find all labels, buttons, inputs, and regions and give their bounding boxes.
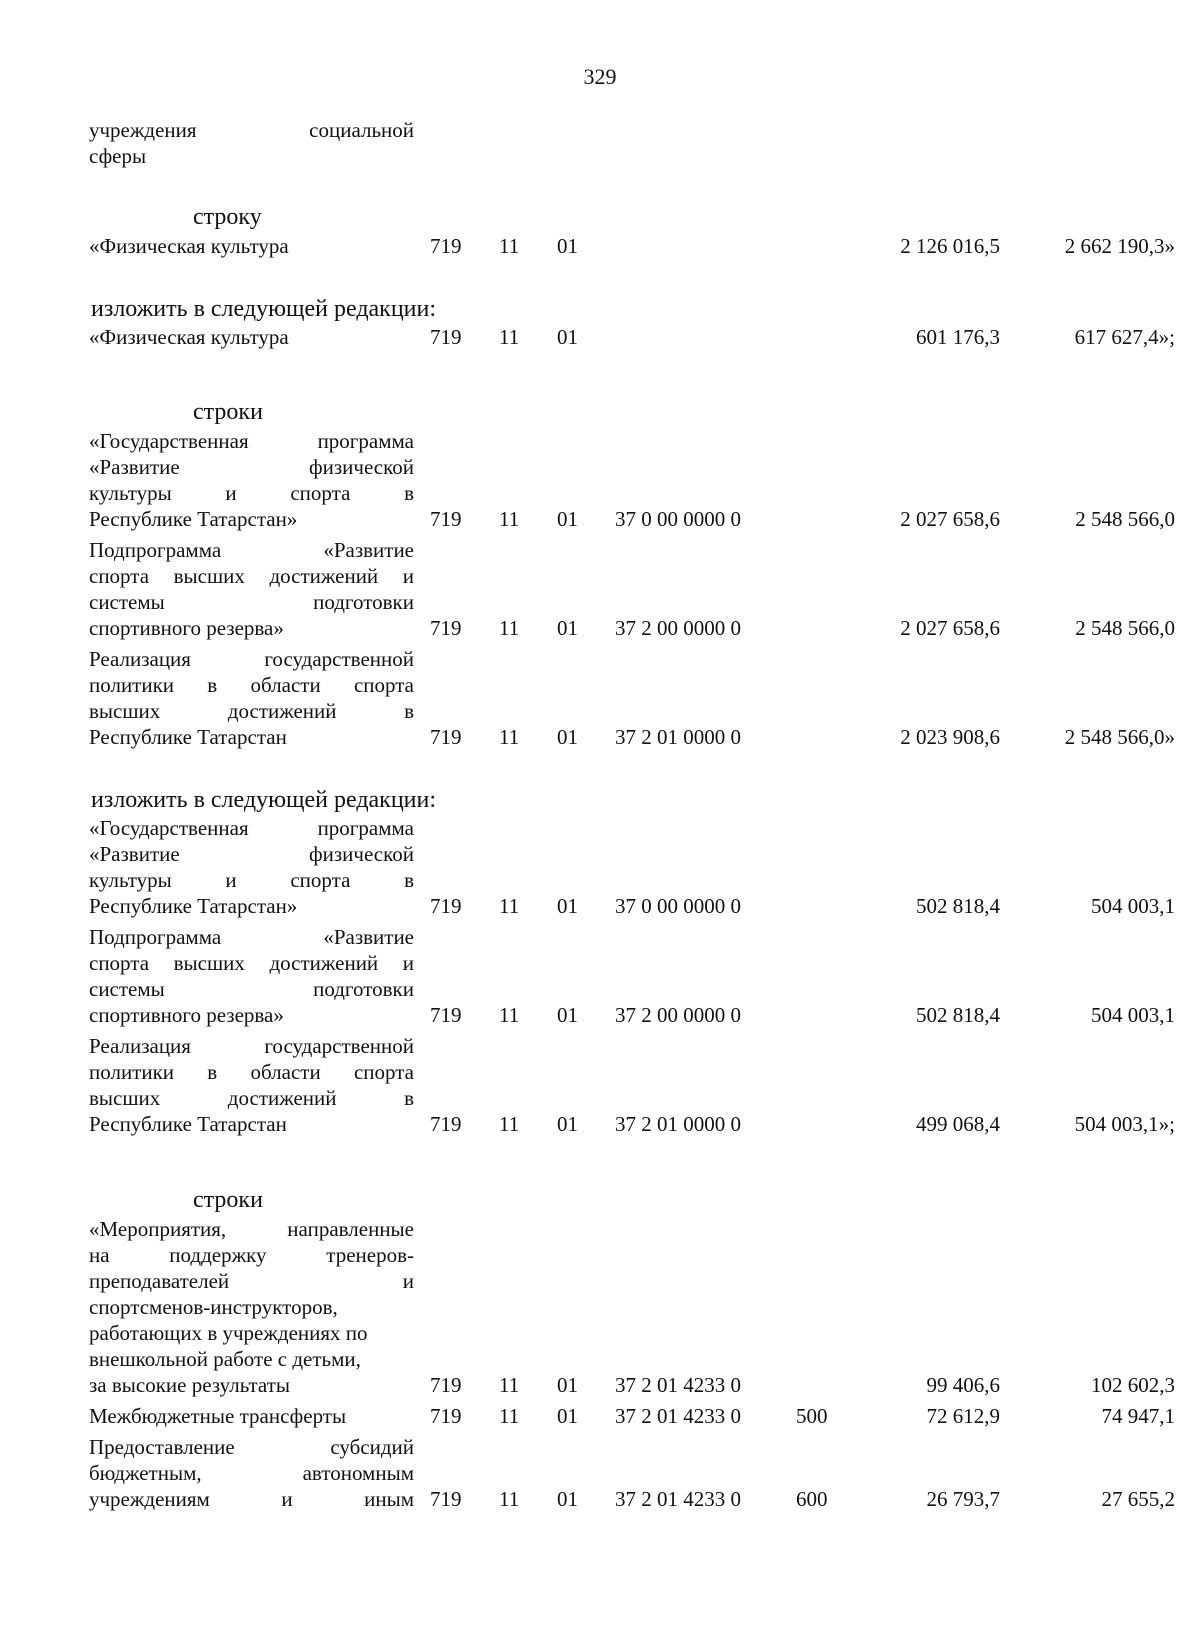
- row-name-line: спортивного резерва»: [89, 616, 284, 640]
- row-name-line: спорта высших достижений и: [89, 564, 414, 588]
- cell-year2: 2 548 566,0: [1075, 616, 1175, 640]
- cell-year2: 617 627,4»;: [1074, 325, 1175, 349]
- table-row: [0, 893, 1200, 919]
- table-row: [0, 615, 1200, 641]
- row-name-line: Республике Татарстан»: [89, 507, 298, 531]
- cell-adm: 719: [430, 725, 462, 749]
- cell-year2: 27 655,2: [1101, 1487, 1175, 1511]
- cell-year2: 74 947,1: [1101, 1404, 1175, 1428]
- row-name-line: политики в области спорта: [89, 673, 414, 697]
- cell-year1: 502 818,4: [916, 894, 1000, 918]
- row-name-line: Реализация государственной: [89, 647, 414, 671]
- row-name-line: внешкольной работе с детьми,: [89, 1347, 361, 1371]
- row-name-line: «Мероприятия, направленные: [89, 1217, 414, 1241]
- cell-adm: 719: [430, 894, 462, 918]
- row-name-line: работающих в учреждениях по: [89, 1321, 368, 1345]
- row-name-line: высших достижений в: [89, 1086, 414, 1110]
- row-name-line: «Развитие физической: [89, 455, 414, 479]
- section-heading: изложить в следующей редакции:: [91, 787, 437, 813]
- row-name-line: Предоставление субсидий: [89, 1435, 414, 1459]
- cell-adm: 719: [430, 1404, 462, 1428]
- cell-csr: 37 0 00 0000 0: [615, 894, 741, 918]
- row-name-line: спорта высших достижений и: [89, 951, 414, 975]
- cell-year2: 2 548 566,0»: [1064, 725, 1175, 749]
- row-name-line: преподавателей и: [89, 1269, 414, 1293]
- cell-pr: 01: [557, 1404, 578, 1428]
- row-name-line: системы подготовки: [89, 590, 414, 614]
- cell-adm: 719: [430, 1487, 462, 1511]
- section-heading: изложить в следующей редакции:: [91, 296, 437, 322]
- cell-year1: 72 612,9: [926, 1404, 1000, 1428]
- row-name-line: высших достижений в: [89, 699, 414, 723]
- page-number: 329: [583, 64, 617, 89]
- cell-year1: 502 818,4: [916, 1003, 1000, 1027]
- cell-pr: 01: [557, 1112, 578, 1136]
- row-name-line: Республике Татарстан: [89, 1112, 287, 1136]
- table-row: [0, 1002, 1200, 1028]
- row-name-line: политики в области спорта: [89, 1060, 414, 1084]
- cell-pr: 01: [557, 1373, 578, 1397]
- cell-pr: 01: [557, 234, 578, 258]
- cell-pr: 01: [557, 1487, 578, 1511]
- cell-pr: 01: [557, 616, 578, 640]
- cell-pr: 01: [557, 325, 578, 349]
- cell-year1: 2 023 908,6: [900, 725, 1000, 749]
- row-name-line: «Государственная программа: [89, 429, 414, 453]
- row-name-line: «Государственная программа: [89, 816, 414, 840]
- cell-csr: 37 2 01 0000 0: [615, 725, 741, 749]
- cell-pr: 01: [557, 725, 578, 749]
- cell-rz: 11: [499, 1487, 520, 1511]
- row-name-line: Подпрограмма «Развитие: [89, 538, 414, 562]
- cell-adm: 719: [430, 1112, 462, 1136]
- cell-rz: 11: [499, 234, 520, 258]
- cell-csr: 37 2 00 0000 0: [615, 616, 741, 640]
- cell-rz: 11: [499, 616, 520, 640]
- cell-vr: 600: [796, 1487, 828, 1511]
- intro-line: учреждения социальной: [89, 118, 414, 142]
- cell-year2: 2 548 566,0: [1075, 507, 1175, 531]
- cell-csr: 37 0 00 0000 0: [615, 507, 741, 531]
- row-name-line: на поддержку тренеров-: [89, 1243, 414, 1267]
- row-name-line: Республике Татарстан»: [89, 894, 298, 918]
- row-name-line: культуры и спорта в: [89, 868, 414, 892]
- cell-rz: 11: [499, 1373, 520, 1397]
- cell-year2: 102 602,3: [1091, 1373, 1175, 1397]
- row-name-line: Реализация государственной: [89, 1034, 414, 1058]
- cell-pr: 01: [557, 1003, 578, 1027]
- section-heading: строку: [193, 204, 262, 230]
- table-row: [0, 1372, 1200, 1398]
- cell-rz: 11: [499, 507, 520, 531]
- intro-line: сферы: [89, 144, 147, 168]
- row-name: «Физическая культура: [89, 234, 289, 258]
- cell-year1: 2 126 016,5: [900, 234, 1000, 258]
- table-row: [0, 1111, 1200, 1137]
- cell-csr: 37 2 00 0000 0: [615, 1003, 741, 1027]
- row-name-line: бюджетным, автономным: [89, 1461, 414, 1485]
- section-heading: строки: [193, 399, 263, 425]
- row-name-line: культуры и спорта в: [89, 481, 414, 505]
- cell-year1: 601 176,3: [916, 325, 1000, 349]
- cell-rz: 11: [499, 1003, 520, 1027]
- cell-year1: 2 027 658,6: [900, 507, 1000, 531]
- table-row: [0, 724, 1200, 750]
- row-name-line: спортсменов-инструкторов,: [89, 1295, 338, 1319]
- row-name-line: Межбюджетные трансферты: [89, 1404, 347, 1428]
- cell-year2: 504 003,1»;: [1074, 1112, 1175, 1136]
- row-name-line: спортивного резерва»: [89, 1003, 284, 1027]
- table-row: [0, 1403, 1200, 1429]
- cell-year1: 499 068,4: [916, 1112, 1000, 1136]
- cell-rz: 11: [499, 1112, 520, 1136]
- table-row: [0, 1486, 1200, 1512]
- table-row: [0, 324, 1200, 350]
- row-name-line: Подпрограмма «Развитие: [89, 925, 414, 949]
- row-name-line: Республике Татарстан: [89, 725, 287, 749]
- cell-year2: 2 662 190,3»: [1064, 234, 1175, 258]
- cell-rz: 11: [499, 725, 520, 749]
- cell-year2: 504 003,1: [1091, 1003, 1175, 1027]
- row-name-line: учреждениям и иным: [89, 1487, 414, 1511]
- cell-csr: 37 2 01 4233 0: [615, 1404, 741, 1428]
- cell-adm: 719: [430, 616, 462, 640]
- cell-adm: 719: [430, 234, 462, 258]
- cell-pr: 01: [557, 507, 578, 531]
- section-heading: строки: [193, 1187, 263, 1213]
- cell-pr: 01: [557, 894, 578, 918]
- cell-adm: 719: [430, 1003, 462, 1027]
- cell-year1: 26 793,7: [926, 1487, 1000, 1511]
- cell-year1: 99 406,6: [926, 1373, 1000, 1397]
- cell-adm: 719: [430, 1373, 462, 1397]
- cell-rz: 11: [499, 325, 520, 349]
- cell-year1: 2 027 658,6: [900, 616, 1000, 640]
- row-name-line: за высокие результаты: [89, 1373, 290, 1397]
- table-row: [0, 506, 1200, 532]
- row-name-line: системы подготовки: [89, 977, 414, 1001]
- table-row: [0, 233, 1200, 259]
- cell-year2: 504 003,1: [1091, 894, 1175, 918]
- cell-rz: 11: [499, 1404, 520, 1428]
- row-name-line: «Развитие физической: [89, 842, 414, 866]
- cell-csr: 37 2 01 4233 0: [615, 1373, 741, 1397]
- cell-vr: 500: [796, 1404, 828, 1428]
- cell-csr: 37 2 01 0000 0: [615, 1112, 741, 1136]
- cell-rz: 11: [499, 894, 520, 918]
- cell-adm: 719: [430, 325, 462, 349]
- cell-adm: 719: [430, 507, 462, 531]
- row-name: «Физическая культура: [89, 325, 289, 349]
- cell-csr: 37 2 01 4233 0: [615, 1487, 741, 1511]
